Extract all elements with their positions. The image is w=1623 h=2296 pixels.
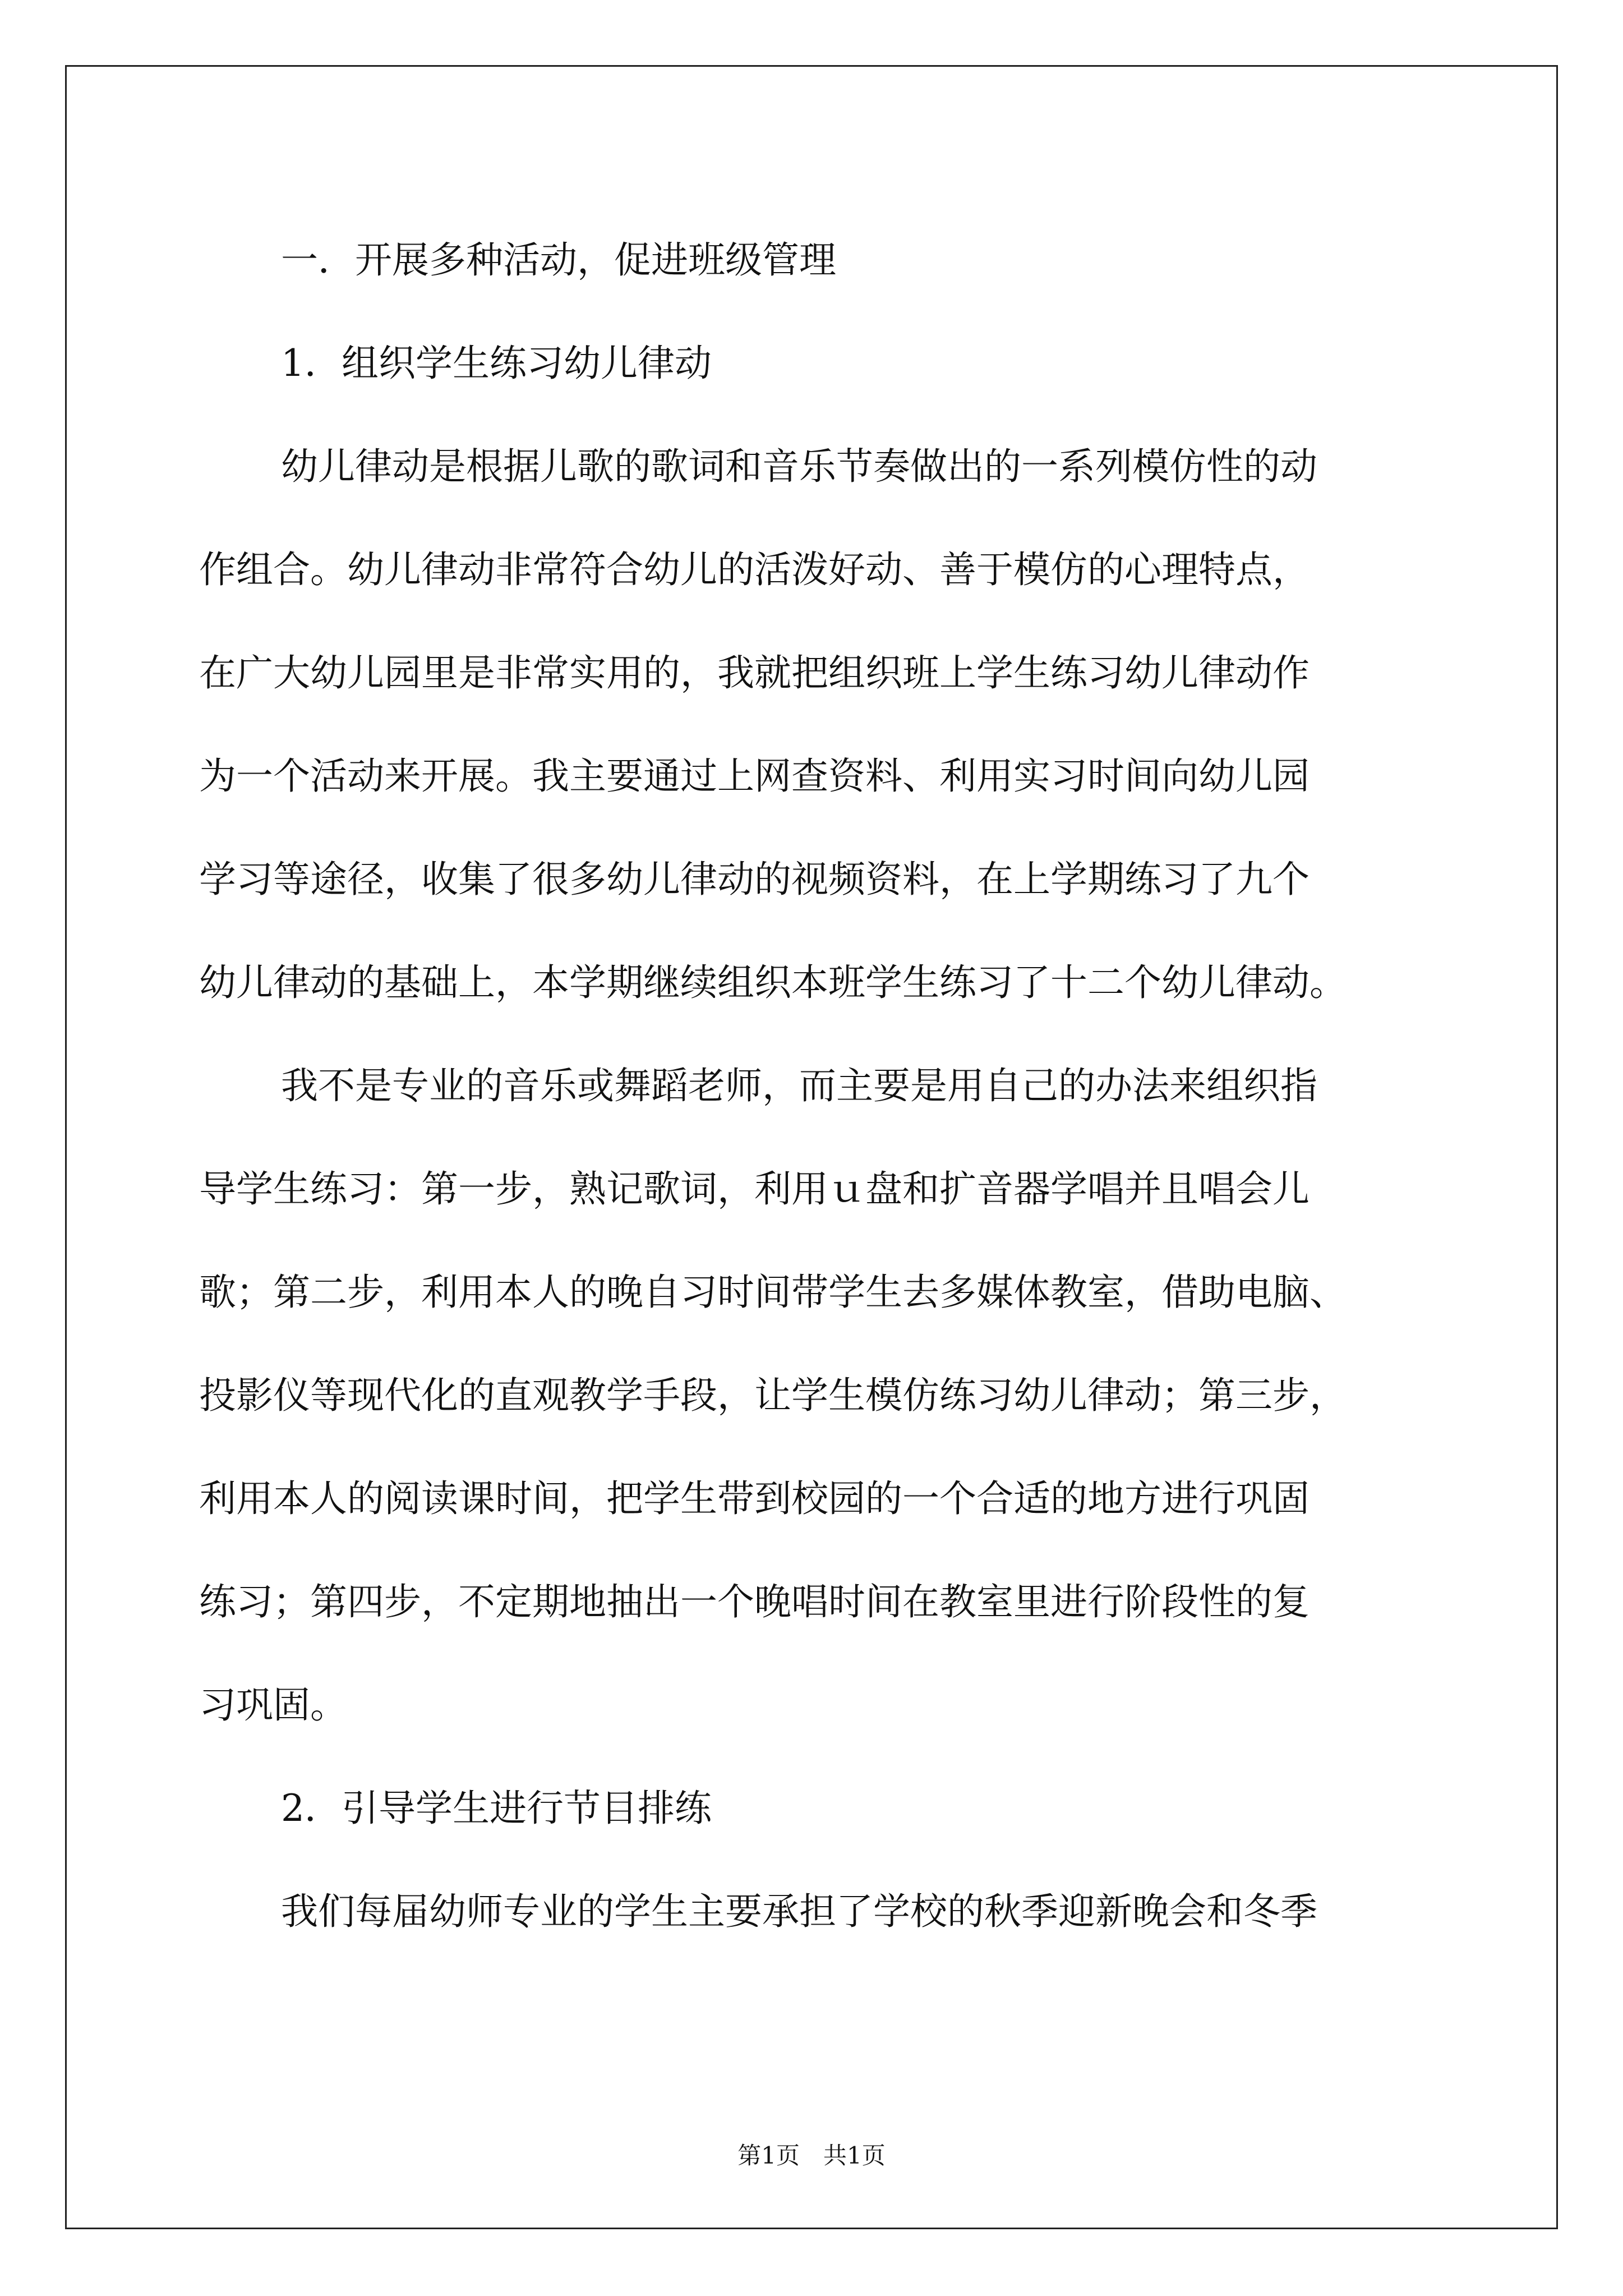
paragraph-1 bbox=[199, 415, 1422, 1034]
paragraph-line: 幼儿律动的基础上，本学期继续组织本班学生练习了十二个幼儿律动。 bbox=[199, 961, 1347, 1004]
paragraph-line: 利用本人的阅读课时间，把学生带到校园的一个合适的地方进行巩固 bbox=[199, 1477, 1310, 1520]
document-body bbox=[199, 209, 1422, 1963]
paragraph-line: 作组合。幼儿律动非常符合幼儿的活泼好动、善于模仿的心理特点， bbox=[199, 548, 1310, 591]
subsection-title-2: 2．引导学生进行节目排练 bbox=[281, 1787, 712, 1830]
paragraph-line: 习巩固。 bbox=[199, 1683, 347, 1727]
paragraph-line: 投影仪等现代化的直观教学手段，让学生模仿练习幼儿律动；第三步， bbox=[199, 1374, 1347, 1417]
section-title: 一．开展多种活动，促进班级管理 bbox=[281, 238, 836, 282]
paragraph-line: 我不是专业的音乐或舞蹈老师，而主要是用自己的办法来组织指 bbox=[281, 1064, 1317, 1107]
paragraph-2 bbox=[199, 1034, 1422, 1757]
paragraph-line: 在广大幼儿园里是非常实用的，我就把组织班上学生练习幼儿律动作 bbox=[199, 651, 1310, 694]
paragraph-line: 练习；第四步，不定期地抽出一个晚唱时间在教室里进行阶段性的复 bbox=[199, 1580, 1310, 1623]
paragraph-line: 歌；第二步，利用本人的晚自习时间带学生去多媒体教室，借助电脑、 bbox=[199, 1271, 1347, 1314]
paragraph-3 bbox=[199, 1860, 1422, 1963]
subsection-title-1: 1．组织学生练习幼儿律动 bbox=[281, 342, 712, 385]
paragraph-line: 幼儿律动是根据儿歌的歌词和音乐节奏做出的一系列模仿性的动 bbox=[281, 445, 1317, 488]
page-footer: 第1页 共1页 bbox=[737, 2142, 886, 2169]
paragraph-line: 学习等途径，收集了很多幼儿律动的视频资料，在上学期练习了九个 bbox=[199, 858, 1310, 901]
paragraph-line: 我们每届幼师专业的学生主要承担了学校的秋季迎新晚会和冬季 bbox=[281, 1890, 1317, 1933]
paragraph-line: 导学生练习：第一步，熟记歌词，利用ｕ盘和扩音器学唱并且唱会儿 bbox=[199, 1167, 1310, 1211]
paragraph-line: 为一个活动来开展。我主要通过上网查资料、利用实习时间向幼儿园 bbox=[199, 754, 1310, 798]
